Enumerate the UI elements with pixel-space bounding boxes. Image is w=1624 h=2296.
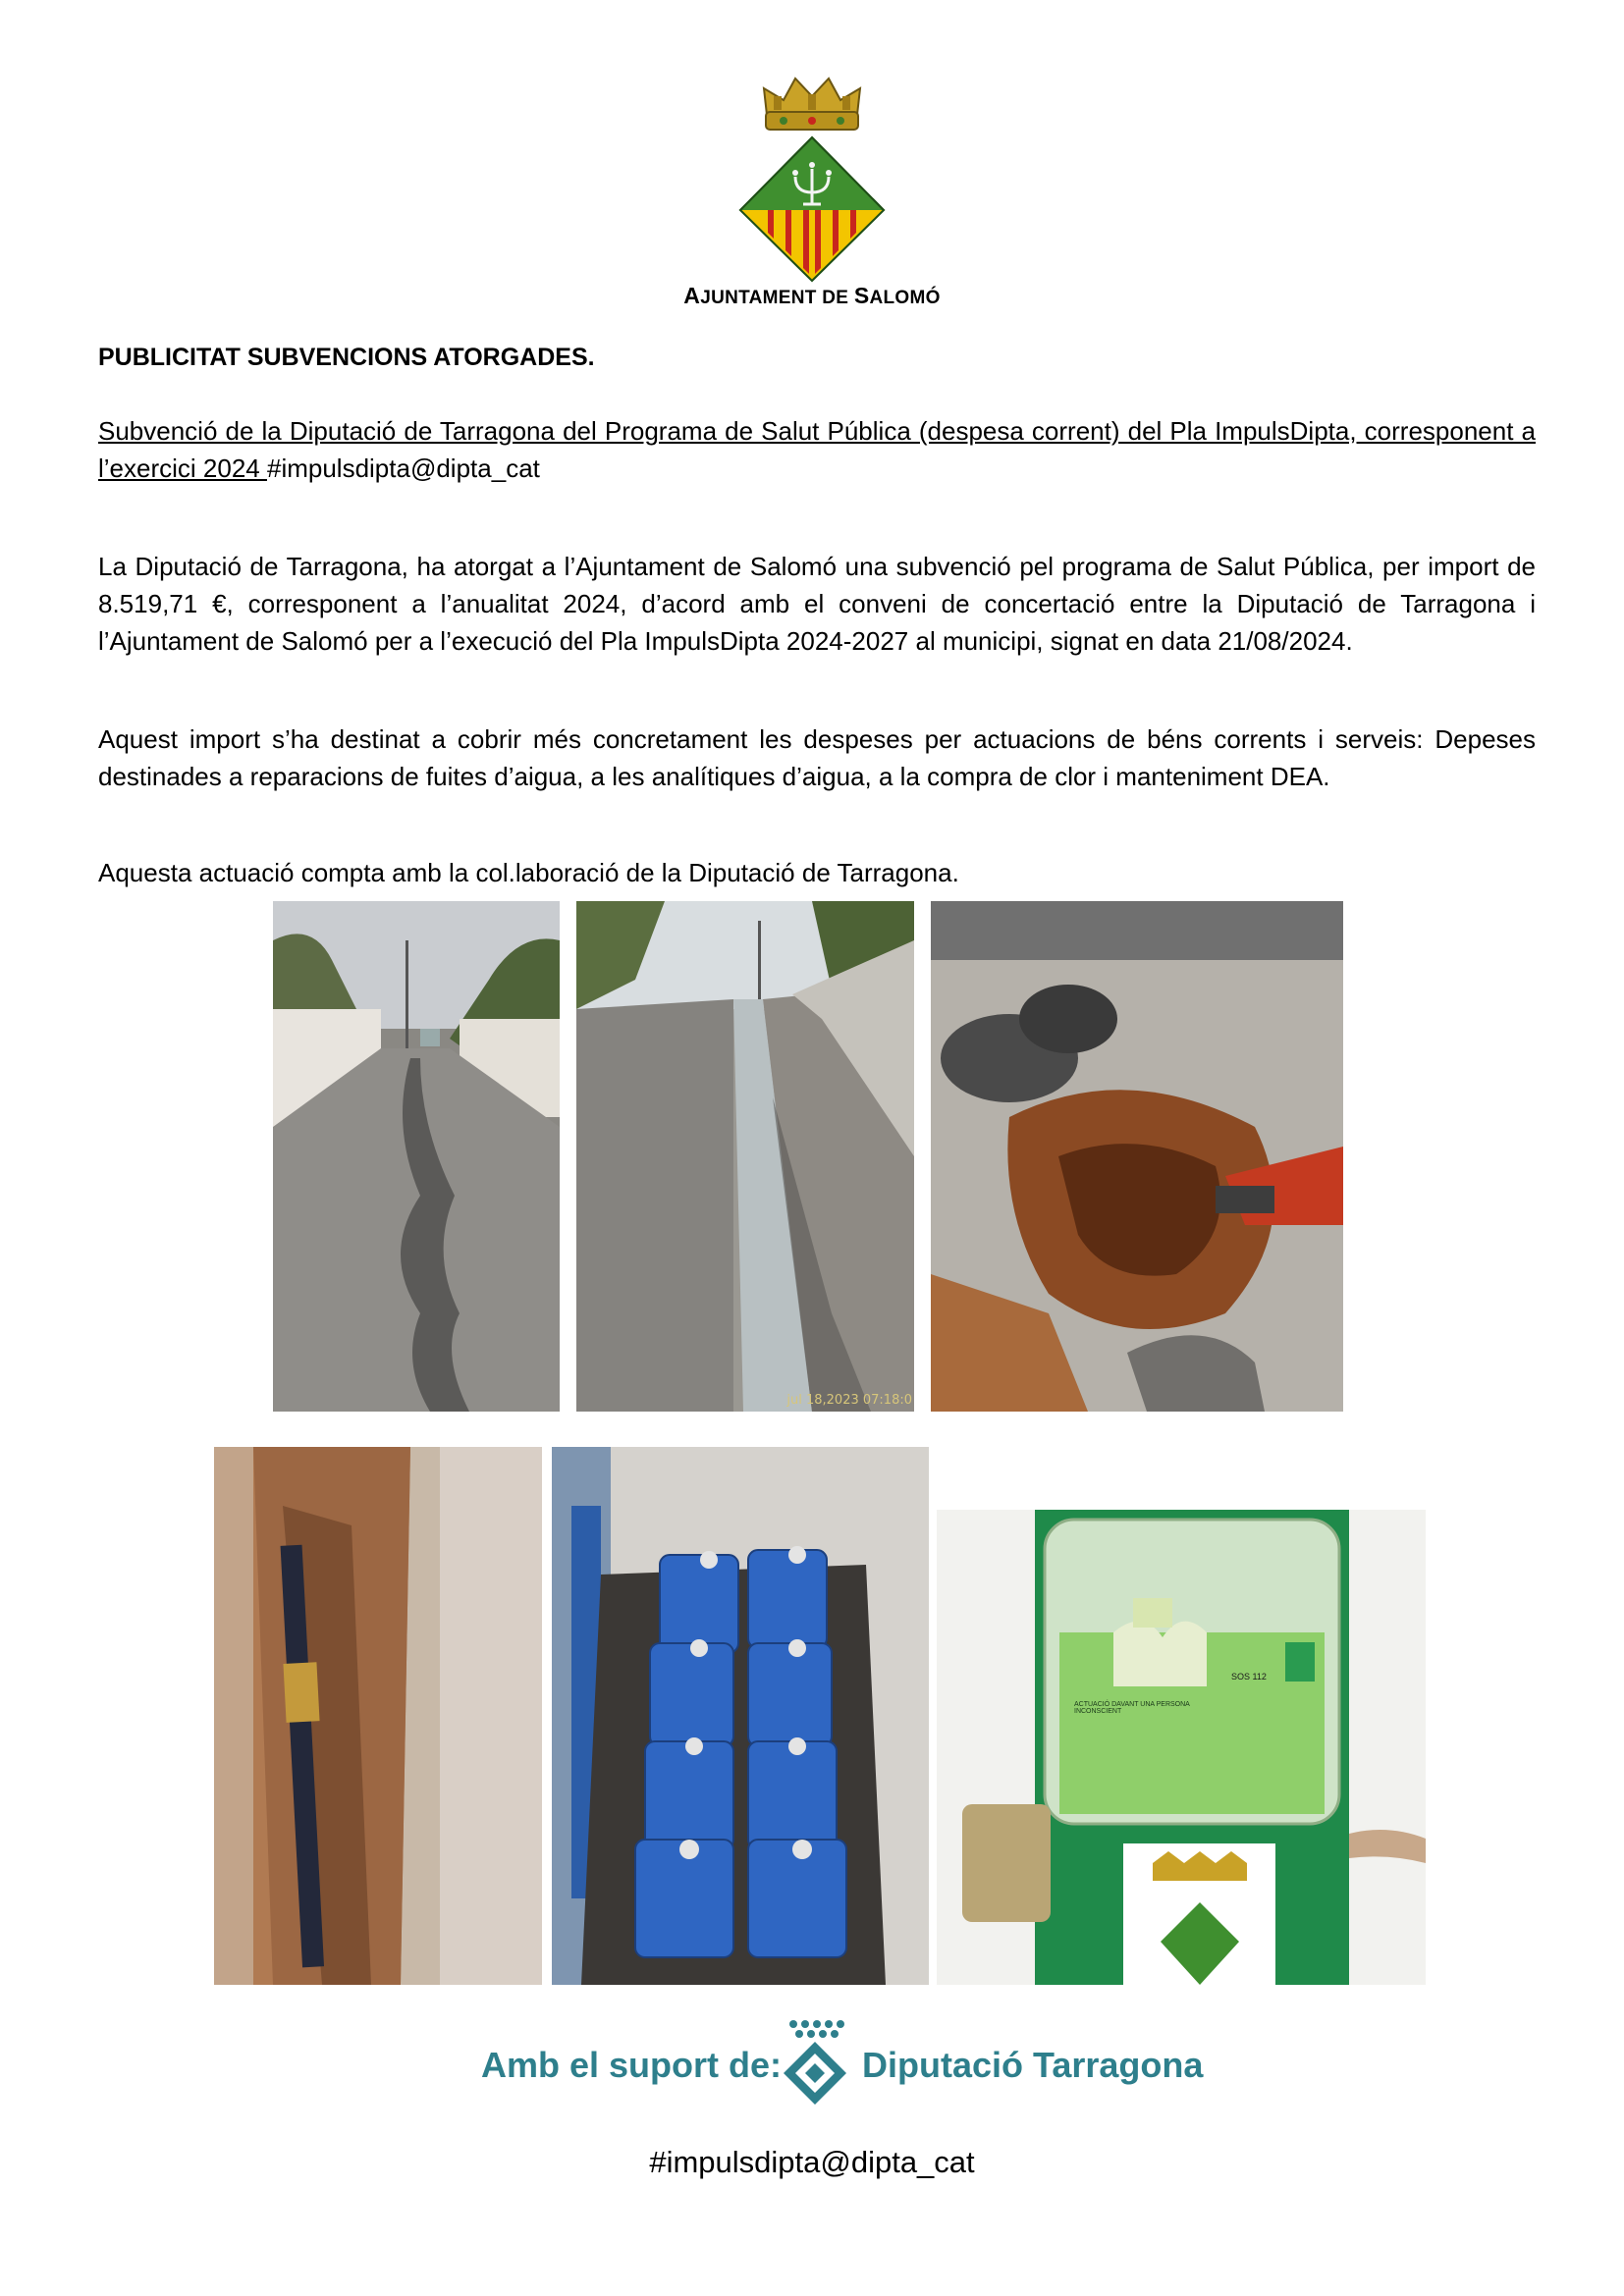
dea-panel-text: ACTUACIÓ DAVANT UNA PERSONA INCONSCIENT <box>1074 1701 1190 1715</box>
diputacio-logo-icon <box>776 2012 854 2110</box>
subtitle-text: Subvenció de la Diputació de Tarragona del Programa de Salut Pública (despesa corrent) del Pla ImpulsDipta, corresponent a l’exercici 2024 <box>98 416 1536 483</box>
footer-hashtag: #impulsdipta@dipta_cat <box>649 2145 975 2179</box>
photo-chlorine-containers <box>552 1447 929 1985</box>
photo-timestamp: jul 18,2023 07:18:0 <box>786 1393 912 1408</box>
diputacio-name: Diputació Tarragona <box>862 2045 1204 2085</box>
document-subtitle <box>98 412 1536 487</box>
photo-street-water-leak <box>273 901 560 1412</box>
paragraph-collaboration: Aquesta actuació compta amb la col.laboració de la Diputació de Tarragona. <box>98 858 959 887</box>
photo-sidewalk-water-channel <box>576 901 914 1412</box>
photo-excavation-pipe-repair <box>931 901 1343 1412</box>
dea-sign-label: SOS 112 <box>1231 1672 1267 1682</box>
municipal-crest-logo <box>734 67 890 283</box>
document-title: PUBLICITAT SUBVENCIONS ATORGADES. <box>98 344 595 371</box>
photo-trench-pipe <box>214 1447 542 1985</box>
shield-icon <box>740 137 884 281</box>
photo-dea-cabinet <box>937 1510 1426 1985</box>
organization-name: AJUNTAMENT DE SALOMÓ <box>683 283 941 308</box>
support-label: Amb el suport de: <box>481 2045 783 2085</box>
subtitle-hashtag: #impulsdipta@dipta_cat <box>266 454 540 483</box>
paragraph-grant: La Diputació de Tarragona, ha atorgat a l’Ajuntament de Salomó una subvenció pel programa de Salut Pública, per import de 8.519,71 €, corresponent a l’anualitat 2024, d’acord amb el conveni de concertació entre la Diputació de Tarragona i l’Ajuntament de Salomó per a l’execució del Pla ImpulsDipta 2024-2027 al municipi, signat en data 21/08/2024. <box>98 552 1536 656</box>
paragraph-expenses: Aquest import s’ha destinat a cobrir més concretament les despeses per actuacions de béns corrents i serveis: Depeses destinades a reparacions de fuites d’aigua, a les analítiques d’aigua, a la compra de clor i manteniment DEA. <box>98 724 1536 791</box>
crown-icon <box>764 79 860 130</box>
